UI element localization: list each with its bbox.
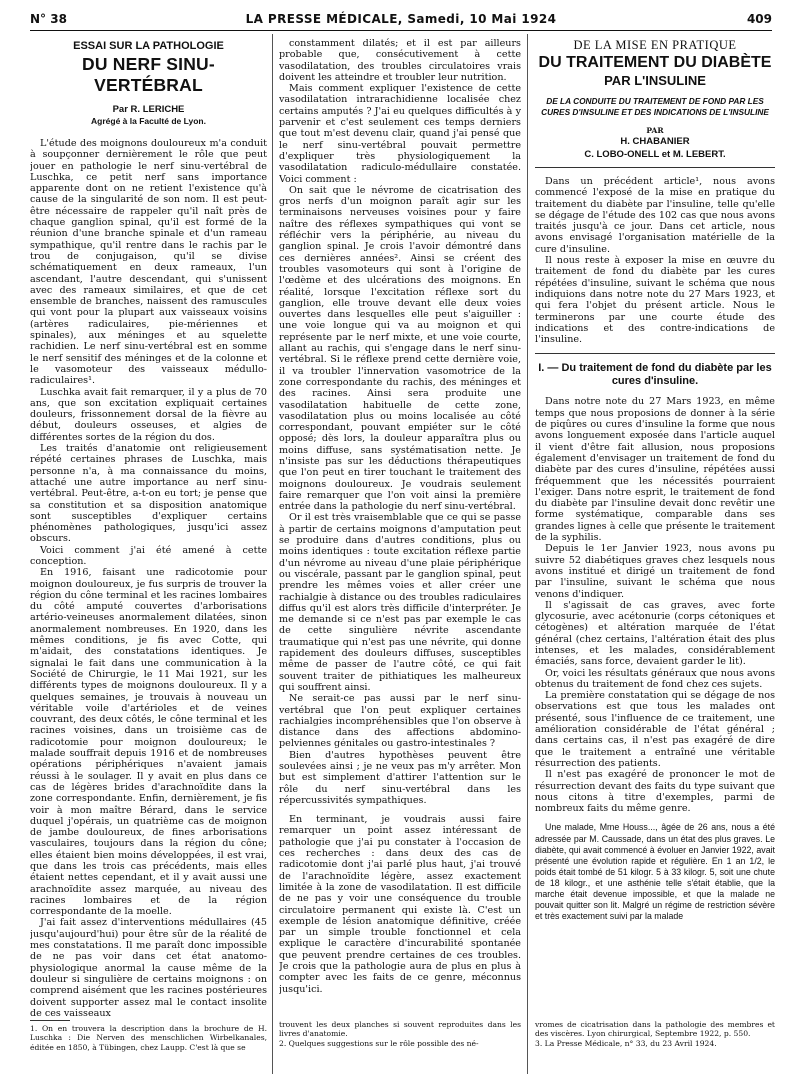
running-header — [30, 10, 772, 31]
paragraph: Bien d'autres hypothèses peuvent être soulevées ainsi ; je ne veux pas m'y arrêter. Mon but est simplement d'attirer l'attention sur le rôle du nerf sinu-vertébral dans les répercussivités sympathiques. — [279, 749, 521, 806]
footnote: 1. On en trouvera la description dans la brochure de H. Luschka : Die Nerven des menschlichen Wirbelkanales, éditée en 1850, à Tübingen, chez Laupp. C'est là que se — [30, 1024, 267, 1052]
footnote: vromes de cicatrisation dans la pathologie des membres et des viscères. Lyon chirurgical, Septembre 1922, p. 550. 3. La Presse Médicale, n° 33, du 23 Avril 1924. — [535, 1020, 775, 1048]
article2-title-top: DE LA MISE EN PRATIQUE — [573, 38, 737, 52]
paragraph: Dans un précédent article¹, nous avons commencé l'exposé de la mise en pratique du traitement du diabète par l'insuline, telle qu'elle se dégage de l'étude des 102 cas que nous avons traités jusqu'à ce jour. Dans cet article, nous avons envisagé l'organisation matérielle de la cure d'insuline. — [535, 176, 775, 255]
footnote-col-3 — [535, 1020, 775, 1048]
paragraph: Il n'est pas exagéré de prononcer le mot de résurrection devant des faits du type suivant que nous citons à titre d'exemples, parmi de nombreux faits du même genre. — [535, 769, 775, 815]
paragraph: Or, voici les résultats généraux que nous avons obtenus du traitement de fond chez ces sujets. — [535, 667, 775, 690]
journal-title: LA PRESSE MÉDICALE, Samedi, 10 Mai 1924 — [245, 12, 557, 26]
case-report — [535, 822, 775, 922]
page-number: 409 — [746, 12, 772, 26]
article1-author: Par R. LERICHE — [112, 104, 185, 115]
footnote-col-1 — [30, 1020, 267, 1052]
paragraph: Or il est très vraisemblable que ce qui se passe à partir de certains moignons d'amputation peut se produire dans d'autres conditions, plus ou moins identiques : toute excitation réflexe partie d'un névrome au niveau d'une plaie périphérique ou viscérale, passant par le ganglion spinal, peut prendre les mêmes voies et aller créer une rachialgie à distance ou des troubles radiculaires diffus qu'il est alors très difficile d'interpréter. Je me demande si ce n'est pas par exemple le cas de cette singulière névrite ascendante traumatique qui n'est pas une névrite, qui donne rapidement des douleurs diffuses, susceptibles même de passer de l'autre côté, ce qui fait souvent traiter de pithiatiques les malheureux qui souffrent ainsi. — [279, 512, 521, 693]
case-paragraph: Une malade, Mme Houss..., âgée de 26 ans, nous a été adressée par M. Caussade, dans un état des plus graves. Le diabète, qui avait commencé à évoluer en Janvier 1922, avait présenté une évolution rapide et régulière. En 1 an 1/2, le poids était tombé de 51 kilogr. 5 à 33 kilogr. 5, soit une chute de 18 kilogr., et une asthénie telle s'était établie, que la marche était devenue impossible, et que la malade ne pouvait quitter son lit. Malgré un régime de restriction sévère et très exactement suivi par la malade — [535, 822, 775, 922]
paragraph: Il nous reste à exposer la mise en œuvre du traitement de fond du diabète par les cures répétées d'insuline, suivant le schéma que nous indiquions dans notre note du 27 Mars 1923, et qui fera l'objet du présent article. Nous le terminerons par une courte étude des indications et des contre-indications de l'insuline. — [535, 255, 775, 346]
column-rule — [527, 34, 528, 1074]
footnote-col-2 — [279, 1020, 521, 1048]
article2-title-mid: PAR L'INSULINE — [604, 73, 706, 88]
article2-author-2: C. LOBO-ONELL et M. LEBERT. — [584, 149, 726, 160]
paragraph: La première constatation qui se dégage de nos observations est que tous les malades ont présenté, sous l'influence de ce traitement, une amélioration considérable de l'état général ; dans certains cas, il n'est pas exagéré de dire que le traitement a entraîné une véritable résurrection des patients. — [535, 690, 775, 769]
column-rule — [272, 34, 273, 1074]
paragraph: constamment dilatés; et il est par ailleurs probable que, consécutivement à cette vasodilatation, des troubles circulatoires vrais doivent les atteindre et troubler leur nutrition. — [279, 38, 521, 83]
footnote-rule — [30, 1020, 70, 1021]
section-heading: I. — Du traitement de fond du diabète par les cures d'insuline. — [538, 362, 772, 388]
article1-title-small: ESSAI SUR LA PATHOLOGIE — [73, 40, 224, 52]
section-divider — [535, 353, 775, 354]
issue-number: N° 38 — [30, 12, 67, 26]
article1-affiliation: Agrégé à la Faculté de Lyon. — [91, 116, 206, 126]
paragraph: Ne serait-ce pas aussi par le nerf sinu-vertébral que l'on peut expliquer certaines rachialgies incompréhensibles que l'on observe à distance dans des affections abdomino-pelviennes génitales ou gastro-intestinales ? — [279, 693, 521, 750]
paragraph: L'étude des moignons douloureux m'a conduit à soupçonner dernièrement le rôle que peut jouer en pathologie le nerf sinu-vertébral de Luschka, ce petit nerf sans importance apparente dont on ne retient l'existence qu'à cause de la singularité de son nom. Il est peut-être nécessaire de rappeler qu'il naît près de chaque ganglion spinal, qu'il est formé de la réunion d'une branche spinale et d'un rameau sympathique, qu'il rentre dans le rachis par le trou de conjugaison, qu'il se divise schématiquement en deux rameaux, l'un ascendant, l'autre descendant, qui s'unissent avec des rameaux similaires, et que de cet ensemble de branches, naissent des ramuscules qui vont pour la plupart aux vaisseaux voisins (artères radiculaires, pie-mériennes et spinales), aux méninges et au squelette rachidien. Le nerf sinu-vertébral est en somme le nerf sensitif des méninges et de la colonne et le vasomoteur des vaisseaux médullo-radiculaires¹. — [30, 138, 267, 387]
article1-title: DU NERF SINU-VERTÉBRAL — [82, 54, 215, 95]
article2-subtitle: DE LA CONDUITE DU TRAITEMENT DE FOND PAR LES CURES D'INSULINE ET DES INDICATIONS DE L'INSULINE — [541, 96, 769, 117]
article1-column-1 — [30, 38, 267, 1070]
footnote: trouvent les deux planches si souvent reproduites dans les livres d'anatomie. 2. Quelques suggestions sur le rôle possible des né- — [279, 1020, 521, 1048]
paragraph: Dans notre note du 27 Mars 1923, en même temps que nous proposions de donner à la série de piqûres ou cures d'insuline la forme que nous avons longuement exposée dans l'article auquel il vient d'être fait allusion, nous proposions également d'envisager un traitement de fond du diabète par des cures d'insuline, répétées aussi fréquemment que les nécessités pourraient l'exiger. Dans notre esprit, le traitement de fond du diabète par l'insuline devait donc revêtir une forme systématique, comparable dans ses grandes lignes à celle que présente le traitement de la syphilis. — [535, 396, 775, 544]
paragraph: Il s'agissait de cas graves, avec forte glycosurie, avec acétonurie (corps cétoniques et cétogènes) et altération marquée de l'état général (chez certains, l'altération était des plus intenses, et les malades, considérablement émaciés, sans force, devaient garder le lit). — [535, 599, 775, 668]
paragraph: Luschka avait fait remarquer, il y a plus de 70 ans, que son excitation expliquait certaines douleurs, frissonnement dorsal de la fièvre au début, douleurs osseuses, et algies de différentes sortes de la région du dos. — [30, 386, 267, 443]
paragraph: Mais comment expliquer l'existence de cette vasodilatation intrarachidienne localisée chez certains amputés ? J'ai eu quelques difficultés à y parvenir et c'est seulement ces temps derniers que tout m'est devenu clair, quand j'ai pensé que le nerf sinu-vertébral pouvait permettre d'expliquer très physiologiquement la vasodilatation radiculo-médullaire constatée. Voici comment : — [279, 83, 521, 185]
paragraph: Voici comment j'ai été amené à cette conception. — [30, 544, 267, 567]
paragraph: Depuis le 1er Janvier 1923, nous avons pu suivre 52 diabétiques graves chez lesquels nous avons institué et dirigé un traitement de fond par l'insuline, suivant le schéma que nous venons d'indiquer. — [535, 543, 775, 600]
article2-author-1: H. CHABANIER — [620, 136, 690, 147]
paragraph: On sait que le névrome de cicatrisation des gros nerfs d'un moignon paraît agir sur les terminaisons nerveuses voisines pour y faire naître des réflexes sympathiques qui vont se réfléchir vers la périphérie, au niveau du ganglion spinal. Je crois l'avoir démontré dans ces dernières années². Ainsi se créent des troubles vasomoteurs qui sont à l'origine de l'œdème et des ulcérations des moignons. En réalité, lorsque l'excitation réflexe sort du ganglion, elle trouve devant elle deux voies ouvertes dans lesquelles elle peut s'aiguiller : une voie longue qui va au moignon et qui représente par le nerf mixte, et une voie courte, allant au rachis, qui s'engage dans le nerf sinu-vertébral. Si le réflexe prend cette dernière voie, il va troubler l'innervation vasomotrice de la zone correspondante du rachis, des méninges et des racines. Ainsi sera produite une vasodilatation habituelle de cette zone, vasodilatation plus ou moins localisée au côté correspondant, pouvant empiéter sur le côté opposé; dès lors, la douleur apparaîtra plus ou moins diffuse, sans systématisation nette. Je n'insiste pas sur les déductions thérapeutiques que l'on peut en tirer touchant le traitement des moignons douloureux. Je voudrais seulement faire remarquer que l'on voit ainsi la première entrée dans la pathologie du nerf sinu-vertébral. — [279, 184, 521, 513]
paragraph: Les traités d'anatomie ont religieusement répété certaines phrases de Luschka, mais personne n'a, à ma connaissance du moins, attaché une autre importance au nerf sinu-vertébral. Peut-être, a-t-on eu tort; je pense que sa constitution et sa disposition anatomique sont susceptibles d'expliquer certains phénomènes pathologiques, jusqu'ici assez obscurs. — [30, 443, 267, 545]
paragraph: En terminant, je voudrais aussi faire remarquer un point assez intéressant de pathologie que j'ai pu constater à l'occasion de ces recherches : dans deux des cas de radicotomie dont j'ai parlé plus haut, j'ai trouvé de l'arachnoïdite légère, assez exactement limitée à la zone de vasodilatation. Il est difficile de ne pas y voir une conséquence du trouble circulatoire permanent qui existe là. C'est un exemple de lésion anatomique définitive, créée par un simple trouble fonctionnel et cela explique le caractère d'incurabilité spontanée que peuvent prendre certaines de ces troubles. Je crois que la pathologie aura de plus en plus à compter avec les faits de ce genre, méconnus jusqu'ici. — [279, 814, 521, 995]
article2-column — [535, 38, 775, 1070]
title-divider — [535, 167, 775, 168]
paragraph: J'ai fait assez d'interventions médullaires (45 jusqu'aujourd'hui) pour être sûr de la réalité de mes constatations. Il me paraît donc impossible de ne pas voir dans cet état anatomo-physiologique anormal la cause même de la douleur si singulière de certains moignons : on comprend aisément que les racines postérieures doivent supporter assez mal le contact insolite de ces vaisseaux — [30, 917, 267, 1019]
article2-title: DU TRAITEMENT DU DIABÈTE — [538, 54, 772, 71]
article1-column-2 — [279, 38, 521, 1070]
paragraph: En 1916, faisant une radicotomie pour moignon douloureux, je fus surpris de trouver la région du cône terminal et les racines lombaires du côté amputé couvertes d'arborisations artério-veineuses anormalement dilatées, sinon anormalement nombreuses. En 1920, dans les mêmes conditions, je fis avec Cotte, qui m'aidait, des constatations identiques. Je signalai le fait dans une communication à la Société de Chirurgie, le 11 Mai 1921, sur les différents types de moignons douloureux. Il y a quelques semaines, je trouvais à nouveau un véritable voile d'artérioles et de veines couvrant, des deux côtés, le cône terminal et les racines voisines, dans un troisième cas de radicotomie pour moignon douloureux; le malade souffrait depuis 1916 et de nombreuses opérations périphériques n'avaient jamais réussi à le soulager. Il y avait en plus dans ce cas de légères brides d'arachnoïdite dans la zone correspondante. Enfin, dernièrement, je fis voir à mon maître Bérard, dans le service duquel j'opérais, un quatrième cas de moignon de jambe douloureux, de fines arborisations vasculaires, toujours dans la région du cône; elles étaient bien moins développées, il est vrai, que dans les trois cas précédents, mais elles étaient nettes cependant, et il y avait aussi une arachnoïdite assez marquée, au niveau des racines lombaires et de la région correspondante de la moelle. — [30, 567, 267, 918]
article2-par: PAR — [646, 126, 664, 135]
